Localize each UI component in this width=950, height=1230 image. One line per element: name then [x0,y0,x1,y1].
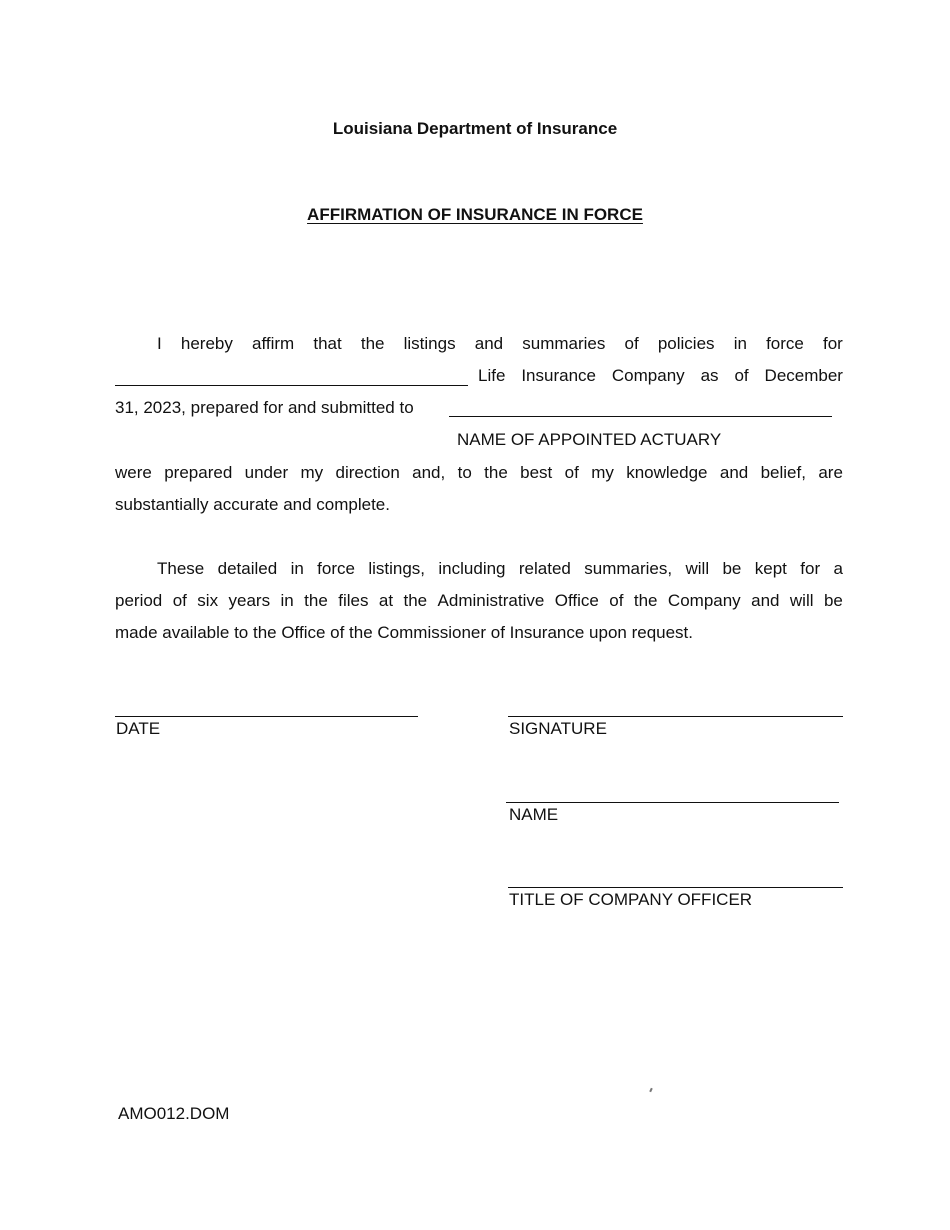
word: best [520,463,553,482]
paragraph1-line5: substantially accurate and complete. [115,495,390,514]
word: period [115,591,163,610]
word: for [823,334,843,353]
word: and, [412,463,446,482]
word: affirm [252,334,295,353]
word: of [172,591,187,610]
word: years [228,591,271,610]
form-code: AMO012.DOM [118,1104,230,1123]
word: and [719,463,749,482]
word: related [518,559,571,578]
department-title [0,119,950,139]
word: force [766,334,804,353]
word: Insurance [521,366,596,385]
paragraph1-line4 [115,463,843,483]
paragraph1-line1 [157,334,843,354]
title-line[interactable] [508,887,843,888]
word: hereby [180,334,233,353]
word: six [197,591,219,610]
word: knowledge [626,463,708,482]
word: will [685,559,710,578]
paragraph2-line3: made available to the Office of the Commissioner of Insurance upon request. [115,623,694,642]
word: direction [335,463,400,482]
date-line[interactable] [115,716,418,717]
word: kept [754,559,787,578]
word: will [789,591,814,610]
word: the [403,591,428,610]
word: of [734,366,749,385]
paragraph1-line3: 31, 2023, prepared for and submitted to [115,398,414,417]
title-label: TITLE OF COMPANY OFFICER [509,890,753,909]
word: Office [554,591,599,610]
word: listings [403,334,456,353]
word: Company [611,366,685,385]
word: as [700,366,719,385]
word: are [818,463,843,482]
date-label: DATE [116,719,161,738]
department-title-text: Louisiana Department of Insurance [332,119,618,138]
paragraph2-line1 [157,559,843,579]
signature-line[interactable] [508,716,843,717]
word: the [484,463,508,482]
word: summaries [522,334,606,353]
word: of [609,591,624,610]
actuary-caption: NAME OF APPOINTED ACTUARY [457,430,722,449]
word: be [823,591,843,610]
company-name-blank[interactable] [115,385,468,386]
word: belief, [760,463,806,482]
word: Administrative [437,591,545,610]
name-label: NAME [509,805,559,824]
word: for [800,559,821,578]
word: in [280,591,294,610]
word: in [733,334,747,353]
word: files [338,591,369,610]
name-line[interactable] [506,802,839,803]
paragraph1-line2 [478,366,843,386]
word: a [833,559,843,578]
word: summaries, [584,559,673,578]
word: including [438,559,506,578]
paragraph2-line2 [115,591,843,611]
form-title [0,205,950,225]
word: and [751,591,780,610]
scan-speck [649,1088,653,1092]
word: detailed [217,559,278,578]
word: to [457,463,472,482]
word: were [115,463,152,482]
word: that [313,334,342,353]
word: of [624,334,639,353]
word: be [722,559,742,578]
actuary-name-blank[interactable] [449,416,832,417]
word: my [300,463,324,482]
word: in [290,559,304,578]
word: of [564,463,579,482]
word: the [360,334,385,353]
word: Life [478,366,506,385]
word: force [317,559,355,578]
word: Company [667,591,741,610]
word: the [304,591,328,610]
word: my [591,463,614,482]
word: December [764,366,843,385]
word: prepared [164,463,233,482]
signature-label: SIGNATURE [509,719,607,738]
word: These [157,559,205,578]
word: at [378,591,394,610]
word: policies [657,334,715,353]
form-title-text: AFFIRMATION OF INSURANCE IN FORCE [307,205,643,224]
word: under [244,463,289,482]
word: I [157,334,162,353]
word: listings, [368,559,426,578]
word: the [633,591,658,610]
word: and [474,334,504,353]
